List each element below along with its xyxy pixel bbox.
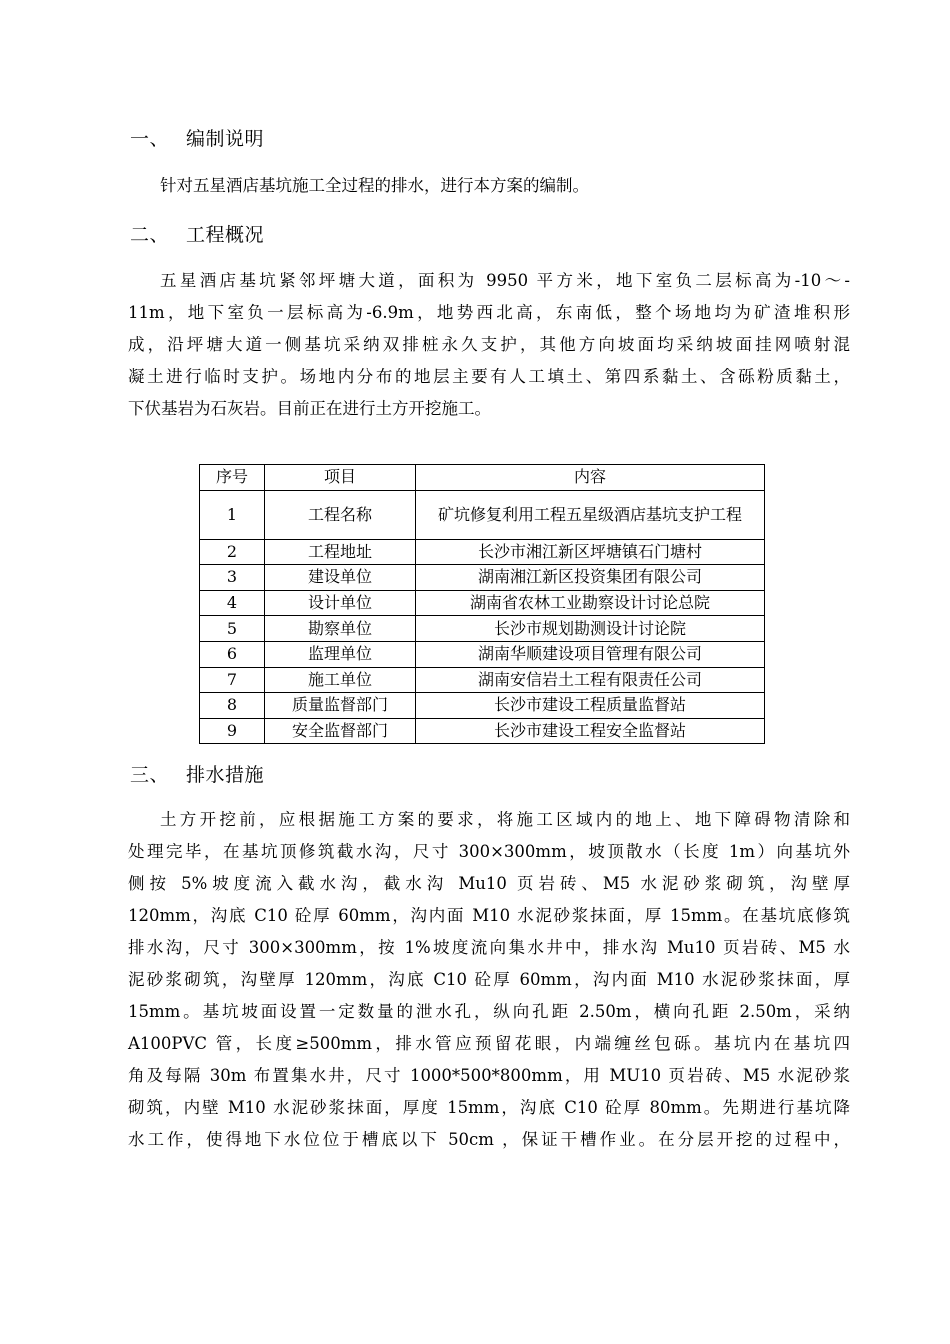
table-cell: 湖南省农林工业勘察设计讨论总院 <box>416 590 765 616</box>
paragraph-line: 凝土进行临时支护。场地内分布的地层主要有人工填土、第四系黏土、含砾粉质黏土， <box>128 367 850 386</box>
paragraph-line: 针对五星酒店基坑施工全过程的排水，进行本方案的编制。 <box>160 176 589 195</box>
table-cell: 长沙市规划勘测设计讨论院 <box>416 616 765 642</box>
table-header-cell: 序号 <box>200 465 265 491</box>
paragraph-line: 泥砂浆砌筑，沟壁厚 120mm，沟底 C10 砼厚 60mm，沟内面 M10 水泥砂浆抹面，厚 <box>128 970 850 989</box>
table-cell: 长沙市建设工程安全监督站 <box>416 718 765 744</box>
table-row <box>200 641 765 667</box>
section-heading-3 <box>130 760 264 787</box>
table-cell: 5 <box>200 616 265 642</box>
table-cell: 质量监督部门 <box>265 693 416 719</box>
paragraph-line: 角及每隔 30m 布置集水井，尺寸 1000*500*800mm，用 MU10 页岩砖、M5 水泥砂浆 <box>128 1066 850 1085</box>
paragraph-line: 下伏基岩为石灰岩。目前正在进行土方开挖施工。 <box>128 399 491 418</box>
table-row <box>200 490 765 539</box>
table-row <box>200 616 765 642</box>
table-cell: 长沙市湘江新区坪塘镇石门塘村 <box>416 539 765 565</box>
section-title: 排水措施 <box>186 764 265 786</box>
section-number: 一、 <box>130 128 170 150</box>
table-cell: 7 <box>200 667 265 693</box>
table-cell: 6 <box>200 641 265 667</box>
table-cell: 8 <box>200 693 265 719</box>
table-cell: 湖南华顺建设项目管理有限公司 <box>416 641 765 667</box>
paragraph-section-2 <box>128 265 850 425</box>
table-cell: 勘察单位 <box>265 616 416 642</box>
section-title: 编制说明 <box>186 128 265 150</box>
paragraph-section-1 <box>160 170 850 202</box>
table-header-row <box>200 465 765 491</box>
table-header-cell: 项目 <box>265 465 416 491</box>
table-cell: 3 <box>200 565 265 591</box>
table-cell: 施工单位 <box>265 667 416 693</box>
table-row <box>200 667 765 693</box>
paragraph-line: A100PVC 管，长度≥500mm，排水管应预留花眼，内端缠丝包砾。基坑内在基坑四 <box>128 1034 850 1053</box>
table-cell: 工程地址 <box>265 539 416 565</box>
project-info-table <box>199 464 765 744</box>
paragraph-line: 成，沿坪塘大道一侧基坑采纳双排桩永久支护，其他方向坡面均采纳坡面挂网喷射混 <box>128 335 850 354</box>
table-cell: 湖南湘江新区投资集团有限公司 <box>416 565 765 591</box>
table-cell: 矿坑修复利用工程五星级酒店基坑支护工程 <box>416 490 765 539</box>
table-cell: 安全监督部门 <box>265 718 416 744</box>
paragraph-line: 排水沟，尺寸 300×300mm，按 1%坡度流向集水井中，排水沟 Mu10 页岩砖、M5 水 <box>128 938 850 957</box>
table-header-cell: 内容 <box>416 465 765 491</box>
table-cell: 监理单位 <box>265 641 416 667</box>
table-cell: 建设单位 <box>265 565 416 591</box>
table-cell: 设计单位 <box>265 590 416 616</box>
paragraph-line: 侧按 5%坡度流入截水沟，截水沟 Mu10 页岩砖、M5 水泥砂浆砌筑，沟壁厚 <box>128 874 850 893</box>
paragraph-line: 11m，地下室负一层标高为-6.9m，地势西北高，东南低，整个场地均为矿渣堆积形 <box>128 303 850 322</box>
table-cell: 2 <box>200 539 265 565</box>
paragraph-section-3 <box>128 804 850 1156</box>
paragraph-line: 水工作，使得地下水位位于槽底以下 50cm ，保证干槽作业。在分层开挖的过程中， <box>128 1130 850 1149</box>
table-row <box>200 590 765 616</box>
section-title: 工程概况 <box>186 224 265 246</box>
paragraph-line: 120mm，沟底 C10 砼厚 60mm，沟内面 M10 水泥砂浆抹面，厚 15mm。在基坑底修筑 <box>128 906 850 925</box>
table-row <box>200 539 765 565</box>
table-cell: 1 <box>200 490 265 539</box>
paragraph-line: 土方开挖前，应根据施工方案的要求，将施工区域内的地上、地下障碍物清除和 <box>160 810 850 829</box>
table-row <box>200 693 765 719</box>
table-cell: 9 <box>200 718 265 744</box>
paragraph-line: 五星酒店基坑紧邻坪塘大道，面积为 9950 平方米，地下室负二层标高为-10～- <box>160 271 850 290</box>
table-cell: 4 <box>200 590 265 616</box>
table-cell: 湖南安信岩土工程有限责任公司 <box>416 667 765 693</box>
paragraph-line: 处理完毕，在基坑顶修筑截水沟，尺寸 300×300mm，坡顶散水（长度 1m）向基坑外 <box>128 842 850 861</box>
section-heading-1 <box>130 124 264 151</box>
section-number: 三、 <box>130 764 170 786</box>
table-cell: 长沙市建设工程质量监督站 <box>416 693 765 719</box>
paragraph-line: 15mm。基坑坡面设置一定数量的泄水孔，纵向孔距 2.50m，横向孔距 2.50m，采纳 <box>128 1002 850 1021</box>
table-row <box>200 565 765 591</box>
section-number: 二、 <box>130 224 170 246</box>
table-cell: 工程名称 <box>265 490 416 539</box>
table-row <box>200 718 765 744</box>
paragraph-line: 砌筑，内壁 M10 水泥砂浆抹面，厚度 15mm，沟底 C10 砼厚 80mm。先期进行基坑降 <box>128 1098 850 1117</box>
section-heading-2 <box>130 220 264 247</box>
